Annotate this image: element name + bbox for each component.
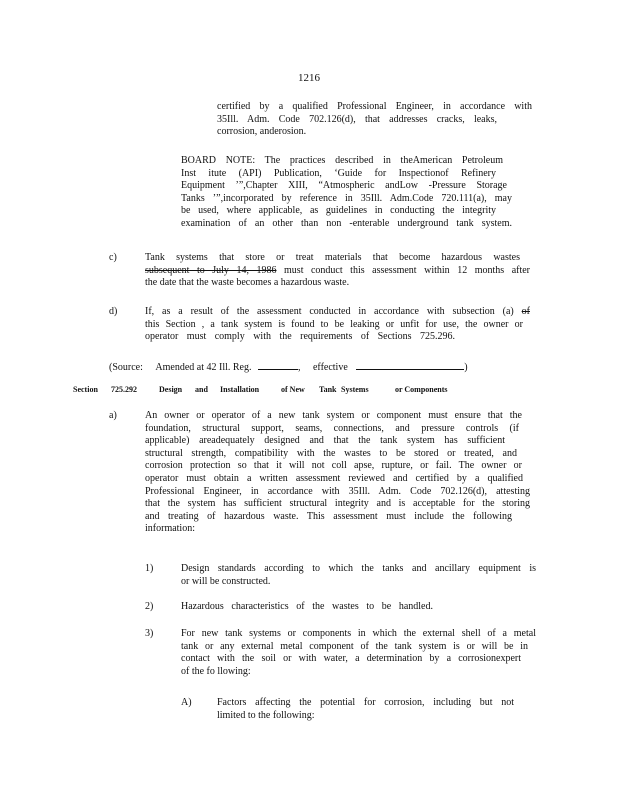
- text-span: must conduct this assessment within 12 months after: [276, 264, 531, 276]
- section-title-word: Installation: [220, 385, 260, 394]
- source-close: ): [464, 362, 468, 373]
- section-number: 725.292: [111, 385, 137, 394]
- register-blank: [258, 360, 298, 370]
- effective-date-blank: [356, 360, 464, 370]
- continuation-paragraph: [217, 101, 532, 139]
- section-title-word: or Components: [395, 385, 448, 394]
- source-line: [109, 360, 509, 375]
- text-line: Inst itute (API) Publication, ‘Guide for Inspectionof Refinery: [181, 167, 496, 179]
- item-label-2: 2): [145, 601, 154, 612]
- source-comma: ,: [297, 362, 301, 373]
- section-word: Section: [73, 385, 98, 394]
- text-line: operator must comply with the requirements of Sections 725.296.: [145, 331, 455, 343]
- text-line: Tank systems that store or treat materials that become hazardous wastes: [145, 252, 520, 263]
- section-title-word: Design: [159, 385, 183, 394]
- section-title-word: Systems: [341, 385, 369, 394]
- source-open: (Source:: [109, 362, 143, 373]
- text-line: that the system has sufficient structural integrity and is acceptable for the storing: [145, 498, 530, 510]
- text-line: the date that the waste becomes a hazardous waste.: [145, 277, 350, 289]
- text-line: For new tank systems or components in which the external shell of a metal: [181, 628, 536, 639]
- item-label-d: d): [109, 306, 118, 317]
- item-a-text: [145, 410, 530, 536]
- text-line: be used, where applicable, as guidelines in conducting the integrity: [181, 205, 496, 217]
- item-3-text: [181, 628, 536, 678]
- text-line: operator must obtain a written assessment reviewed and certified by a qualified: [145, 472, 523, 484]
- text-line: BOARD NOTE: The practices described in theAmerican Petroleum: [181, 155, 503, 166]
- text-line: this Section , a tank system is found to be leaking or unfit for use, the owner or: [145, 318, 523, 330]
- text-line: foundation, structural support, seams, connections, and pressure controls (if: [145, 422, 519, 434]
- section-title-word: and: [195, 385, 208, 394]
- item-A-text: [217, 697, 537, 722]
- text-line: examination of an other than non -enterable underground tank system.: [181, 217, 512, 229]
- text-line: Design standards according to which the tanks and ancillary equipment is: [181, 563, 536, 574]
- page-number: 1216: [298, 72, 320, 84]
- source-effective: effective: [312, 362, 348, 373]
- text-line: or will be constructed.: [181, 575, 271, 587]
- text-line: contact with the soil or with water, a determination by a corrosionexpert: [181, 653, 521, 665]
- section-title-word: Tank: [319, 385, 337, 394]
- struck-text: of: [521, 306, 530, 317]
- text-line: structural strength, compatibility with the wastes to be stored or treated, and: [145, 447, 517, 459]
- text-line: Equipment ’”,Chapter XIII, “Atmospheric andLow -Pressure Storage: [181, 180, 507, 192]
- item-label-a: a): [109, 410, 117, 421]
- text-line: 35Ill. Adm. Code 702.126(d), that addresses cracks, leaks,: [217, 113, 497, 125]
- text-line: certified by a qualified Professional Engineer, in accordance with: [217, 101, 532, 112]
- text-line: limited to the following:: [217, 709, 315, 721]
- text-span: If, as a result of the assessment conducted in accordance with subsection (a): [145, 306, 522, 317]
- text-line: Professional Engineer, in accordance with 35Ill. Adm. Code 702.126(d), attesting: [145, 485, 530, 497]
- source-amended: Amended at 42 Ill. Reg.: [155, 362, 252, 373]
- item-label-3: 3): [145, 628, 154, 639]
- text-line: Hazardous characteristics of the wastes to be handled.: [181, 601, 433, 612]
- item-label-c: c): [109, 252, 117, 263]
- section-title-word: of New: [281, 385, 305, 394]
- text-line: information:: [145, 523, 195, 535]
- text-line: Factors affecting the potential for corrosion, including but not: [217, 697, 514, 708]
- text-line: and treating of hazardous waste. This assessment must include the following: [145, 510, 512, 522]
- item-label-1: 1): [145, 563, 154, 574]
- text-line: applicable) areadequately designed and that the tank system has sufficient: [145, 435, 505, 447]
- item-d-text: [145, 306, 530, 344]
- struck-text: subsequent to July 14, 1986: [145, 264, 277, 276]
- item-c-text: [145, 252, 530, 290]
- text-line: tank or any external metal component of the tank system is or will be in: [181, 640, 528, 652]
- text-line: of the fo llowing:: [181, 665, 251, 677]
- text-line: corrosion, anderosion.: [217, 126, 307, 138]
- text-line: Tanks ’”,incorporated by reference in 35Ill. Adm.Code 720.111(a), may: [181, 192, 512, 204]
- board-note: [181, 155, 512, 231]
- text-line: [145, 265, 530, 278]
- text-line: corrosion protection so that it will not coll apse, rupture, or fail. The owner or: [145, 460, 522, 472]
- text-line: An owner or operator of a new tank system or component must ensure that the: [145, 410, 522, 421]
- item-1-text: [181, 563, 536, 588]
- text-line: [145, 306, 530, 319]
- item-2-text: [181, 601, 536, 614]
- item-label-A: A): [181, 697, 192, 708]
